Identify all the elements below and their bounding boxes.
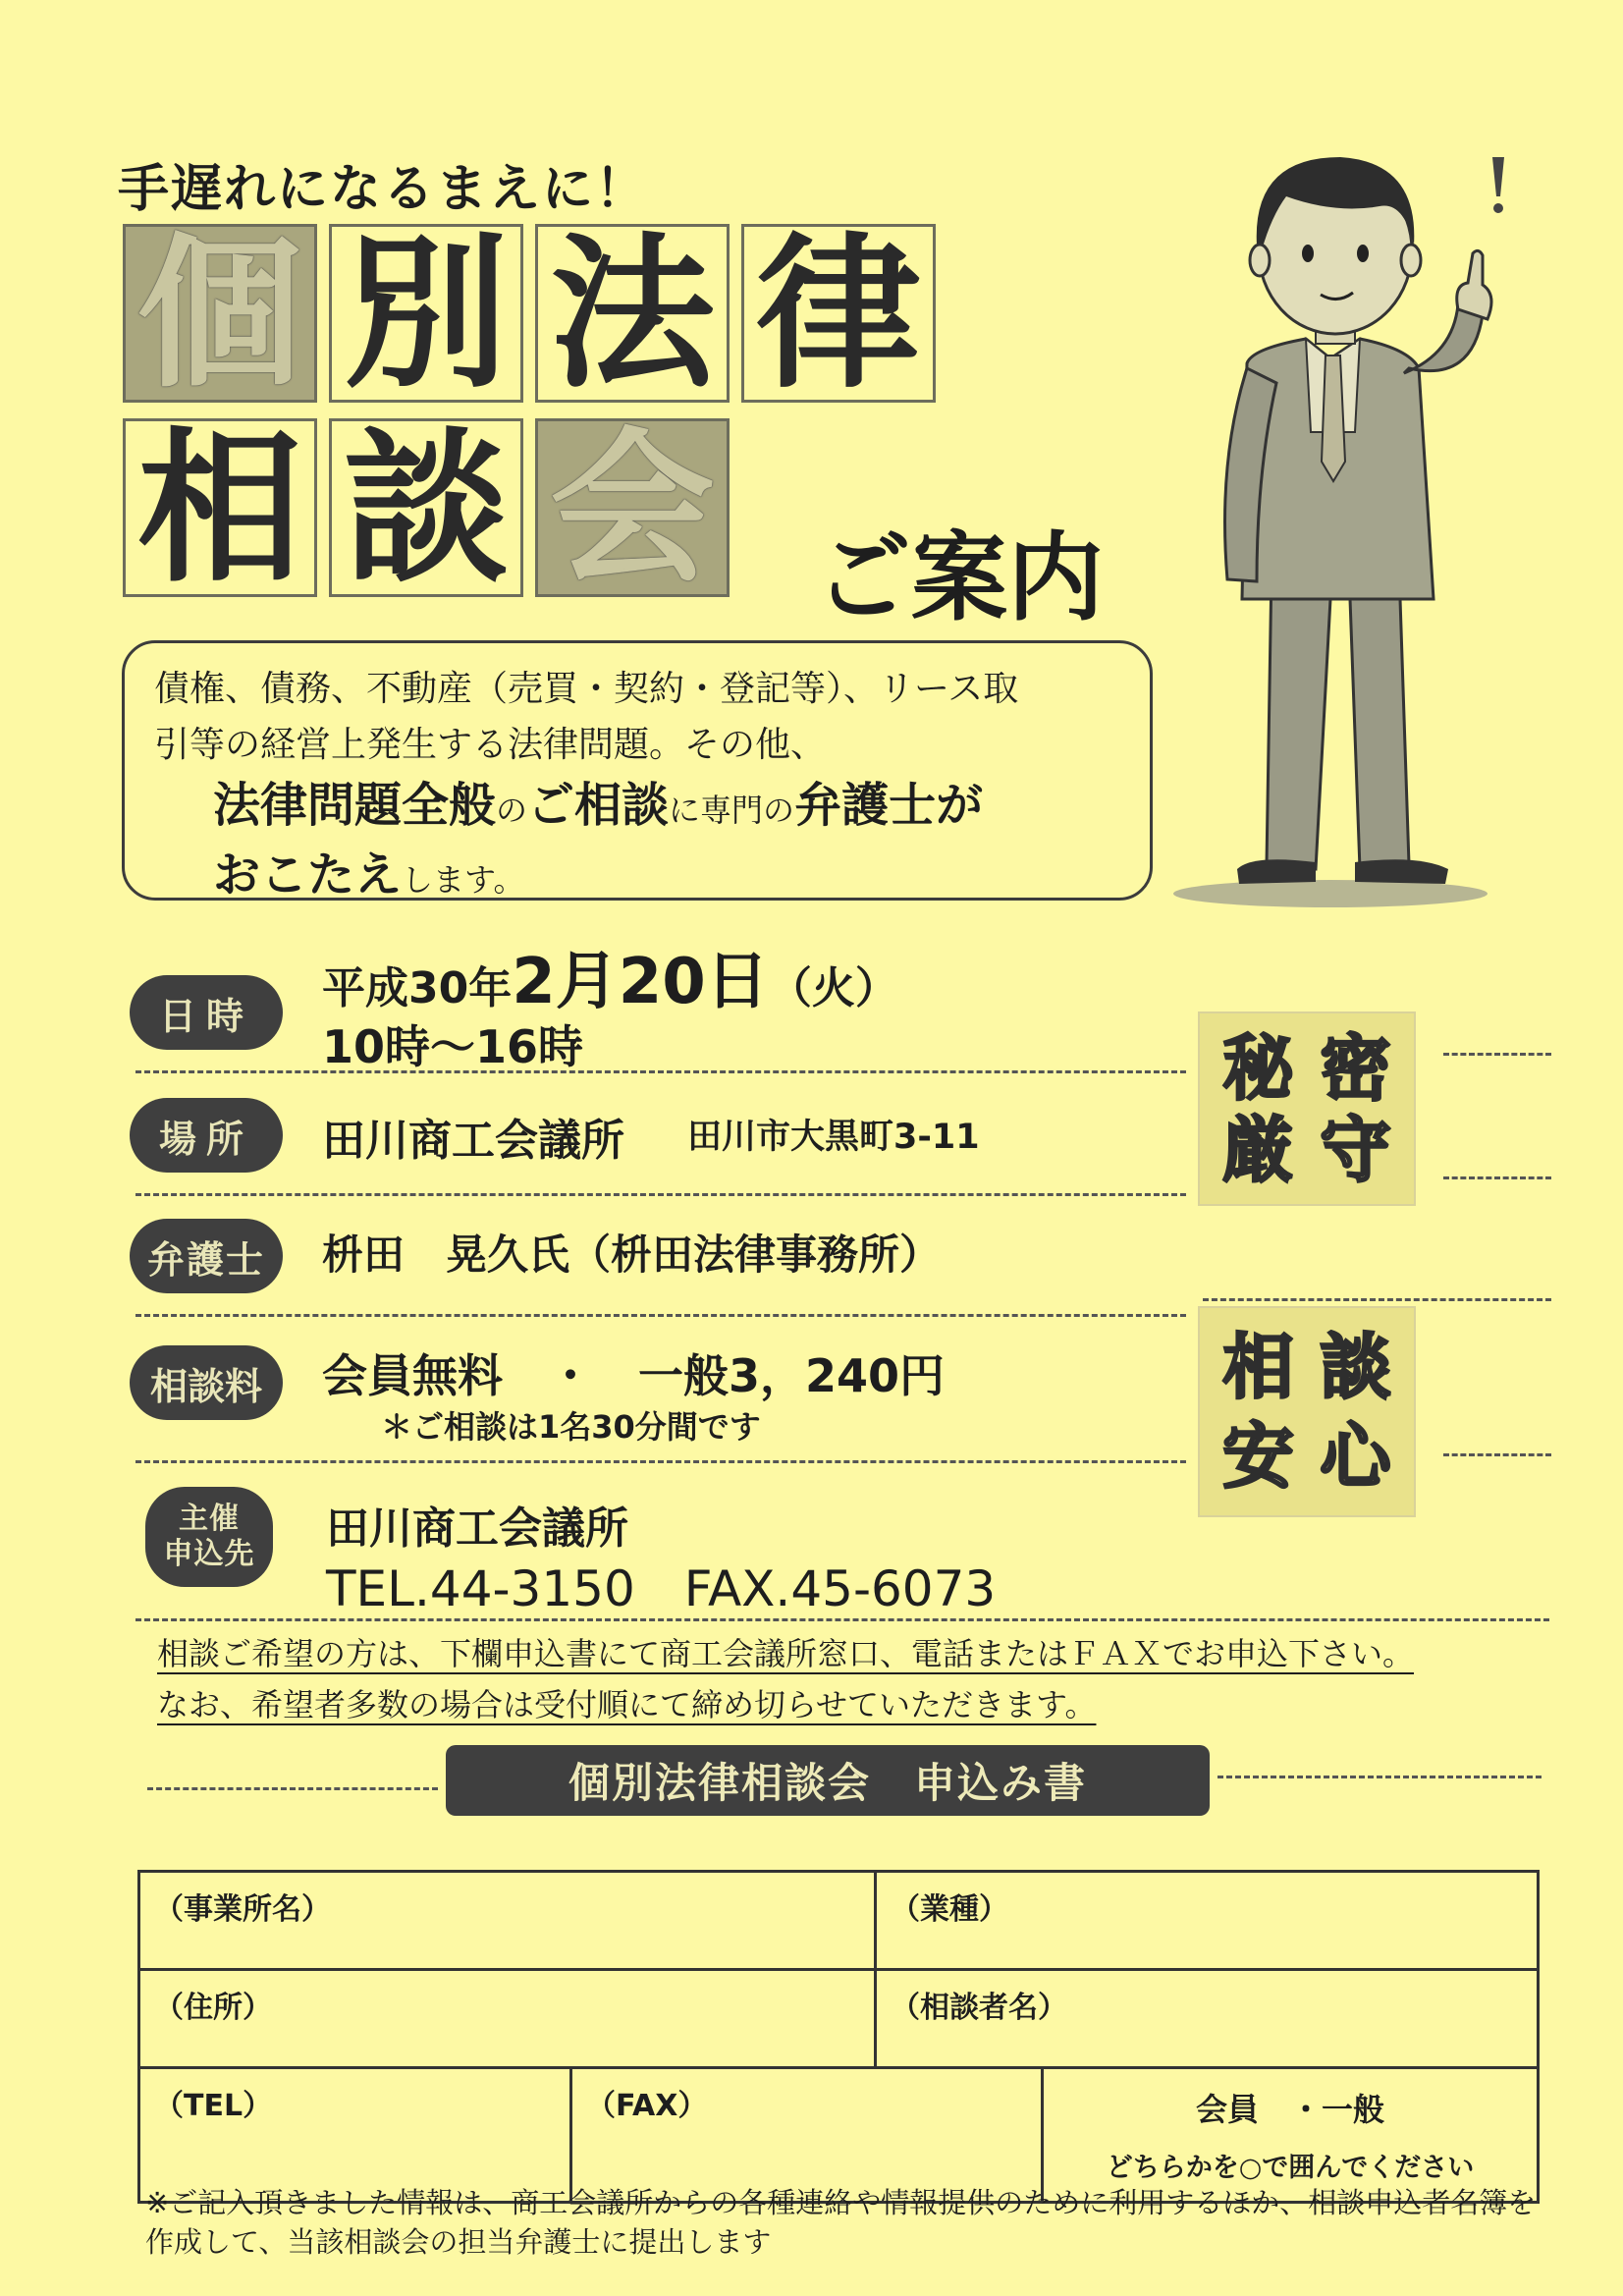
title-char: 法 [535, 224, 730, 403]
business-name-field[interactable] [140, 1873, 877, 1971]
divider [135, 1193, 1186, 1196]
fee-note: ＊ご相談は1名30分間です [381, 1408, 761, 1446]
businessman-illustration [1159, 137, 1551, 913]
title-char: 個 [123, 224, 317, 403]
footnote: ※ご記入頂きました情報は、商工会議所からの各種連絡や情報提供のために利用するほか、相談申込者名簿を 作成して、当該相談会の担当弁護士に提出します [145, 2186, 1565, 2259]
event-time: 10時～16時 [322, 1020, 584, 1073]
organizer-label-line: 申込先 [163, 1537, 255, 1571]
industry-field[interactable] [877, 1873, 1537, 1971]
date-main: 2月20日 [512, 946, 769, 1018]
lawyer-name: 枡田 晃久氏（枡田法律事務所） [322, 1230, 942, 1279]
intro-emphasis [154, 773, 1120, 843]
fax-field[interactable] [572, 2069, 1044, 2201]
stamp-char: 守 [1320, 1107, 1391, 1191]
membership-choice[interactable] [1044, 2069, 1537, 2201]
title-char: 別 [329, 224, 523, 403]
divider [135, 1618, 1549, 1621]
stamp-char: 談 [1320, 1324, 1391, 1408]
stamp-char: 安 [1222, 1414, 1294, 1499]
field-label: （FAX） [586, 2089, 708, 2123]
divider [147, 1787, 438, 1790]
notice-line: なお、希望者多数の場合は受付順にて締め切らせていただきます。 [157, 1686, 1097, 1723]
address-field[interactable] [140, 1971, 877, 2069]
stamp-char: 相 [1222, 1324, 1294, 1408]
intro-line: 引等の経営上発生する法律問題。その他、 [154, 725, 827, 765]
intro-emphasis [154, 843, 1120, 912]
intro-text: に専門の [669, 792, 795, 829]
organizer-name: 田川商工会議所 [326, 1503, 628, 1554]
stamp-char: 秘 [1222, 1025, 1294, 1110]
stamp-char: 密 [1320, 1025, 1391, 1110]
divider [1443, 1453, 1551, 1456]
application-form [137, 1870, 1540, 2204]
title-char: 談 [329, 418, 523, 597]
lawyer-label: 弁護士 [130, 1219, 283, 1293]
peace-of-mind-stamp [1198, 1306, 1416, 1517]
field-label: （業種） [891, 1892, 1008, 1927]
intro-text: 法律問題全般 [213, 778, 497, 833]
place-address: 田川市大黒町3-11 [687, 1118, 980, 1157]
divider [135, 1314, 1186, 1317]
fee-text: 会員無料 ・ 一般3，240円 [322, 1349, 946, 1402]
field-label: （相談者名） [891, 1991, 1067, 2025]
divider [1203, 1298, 1551, 1301]
place-name: 田川商工会議所 [322, 1116, 624, 1166]
title-char: 相 [123, 418, 317, 597]
field-label: （TEL） [154, 2089, 273, 2123]
member-instruction: どちらかを○で囲んでください [1106, 2153, 1475, 2183]
divider [1217, 1776, 1542, 1778]
date-label: 日時 [130, 975, 283, 1050]
fee-label: 相談料 [130, 1345, 283, 1420]
event-date [322, 931, 898, 1021]
title-char: 律 [741, 224, 936, 403]
title-char: 会 [535, 418, 730, 597]
intro-text: の [496, 792, 528, 829]
confidentiality-stamp [1198, 1011, 1416, 1206]
date-prefix: 平成30年 [322, 963, 513, 1013]
intro-text: します。 [402, 861, 525, 899]
divider [135, 1070, 1186, 1073]
intro-box [122, 640, 1153, 901]
member-options: 会員 ・一般 [1195, 2091, 1384, 2128]
divider [1443, 1176, 1551, 1179]
organizer-label-line: 主催 [179, 1502, 240, 1536]
stamp-char: 心 [1320, 1414, 1391, 1499]
title-suffix: ご案内 [815, 522, 1105, 634]
divider [135, 1460, 1186, 1463]
field-label: （事業所名） [154, 1892, 331, 1927]
field-label: （住所） [154, 1991, 272, 2025]
place-label: 場所 [130, 1098, 283, 1173]
intro-text: ご相談 [527, 778, 670, 833]
notice-line: 相談ご希望の方は、下欄申込書にて商工会議所窓口、電話またはＦＡＸでお申込下さい。 [157, 1635, 1415, 1672]
intro-text: 弁護士が [794, 778, 984, 833]
form-title: 個別法律相談会 申込み書 [446, 1745, 1210, 1816]
intro-text: おこたえ [213, 847, 403, 902]
stamp-char: 厳 [1222, 1107, 1294, 1191]
tel-field[interactable] [140, 2069, 572, 2201]
date-weekday: （火） [768, 963, 898, 1013]
consultant-name-field[interactable] [877, 1971, 1537, 2069]
organizer-label [145, 1487, 273, 1587]
divider [1443, 1053, 1551, 1056]
organizer-contact: TEL.44-3150 FAX.45-6073 [326, 1560, 997, 1617]
tagline: 手遅れになるまえに！ [118, 160, 649, 219]
intro-line: 債権、債務、不動産（売買・契約・登記等）、リース取 [154, 669, 1019, 709]
